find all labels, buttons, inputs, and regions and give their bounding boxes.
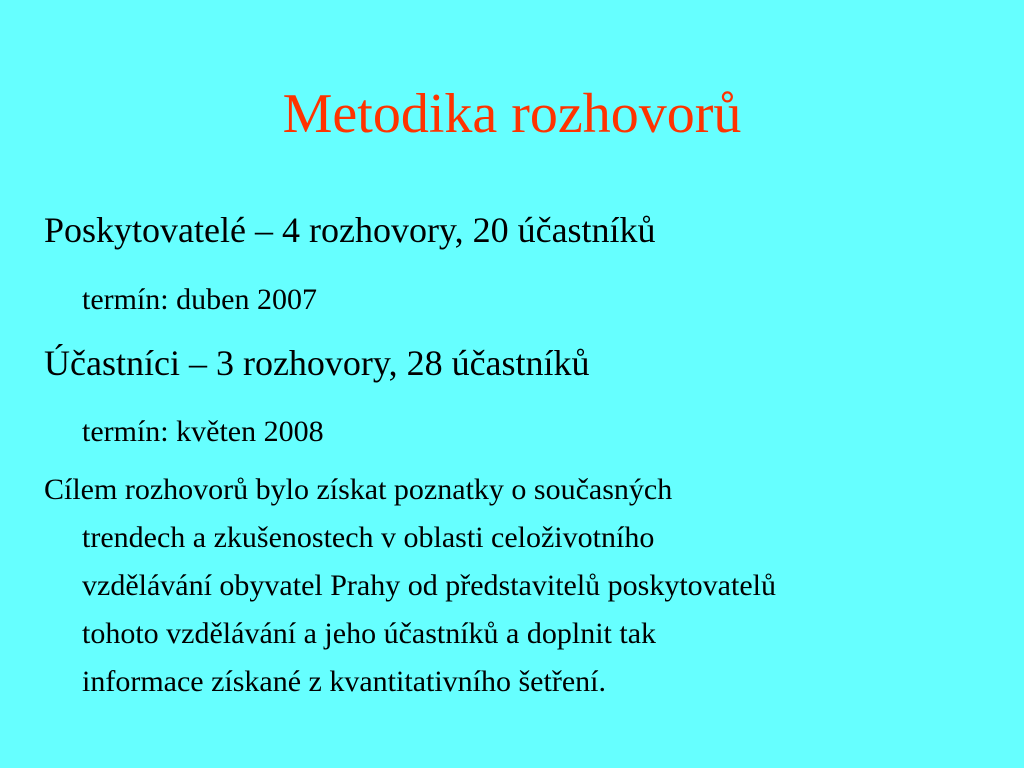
bullet-providers: Poskytovatelé – 4 rozhovory, 20 účastníků: [44, 210, 656, 250]
paragraph-line: informace získané z kvantitativního šetření.: [82, 665, 606, 698]
bullet-participants: Účastníci – 3 rozhovory, 28 účastníků: [44, 343, 590, 383]
paragraph-line: vzdělávání obyvatel Prahy od představitelů poskytovatelů: [82, 569, 776, 602]
paragraph-line: Cílem rozhovorů bylo získat poznatky o současných: [44, 473, 673, 506]
paragraph-line: trendech a zkušenostech v oblasti celoživotního: [82, 521, 655, 554]
sub-bullet-providers-date: termín: duben 2007: [82, 283, 317, 316]
sub-bullet-participants-date: termín: květen 2008: [82, 415, 324, 448]
slide-title: Metodika rozhovorů: [282, 83, 742, 145]
goal-paragraph: [44, 466, 1019, 706]
paragraph-line: tohoto vzdělávání a jeho účastníků a doplnit tak: [82, 617, 657, 650]
